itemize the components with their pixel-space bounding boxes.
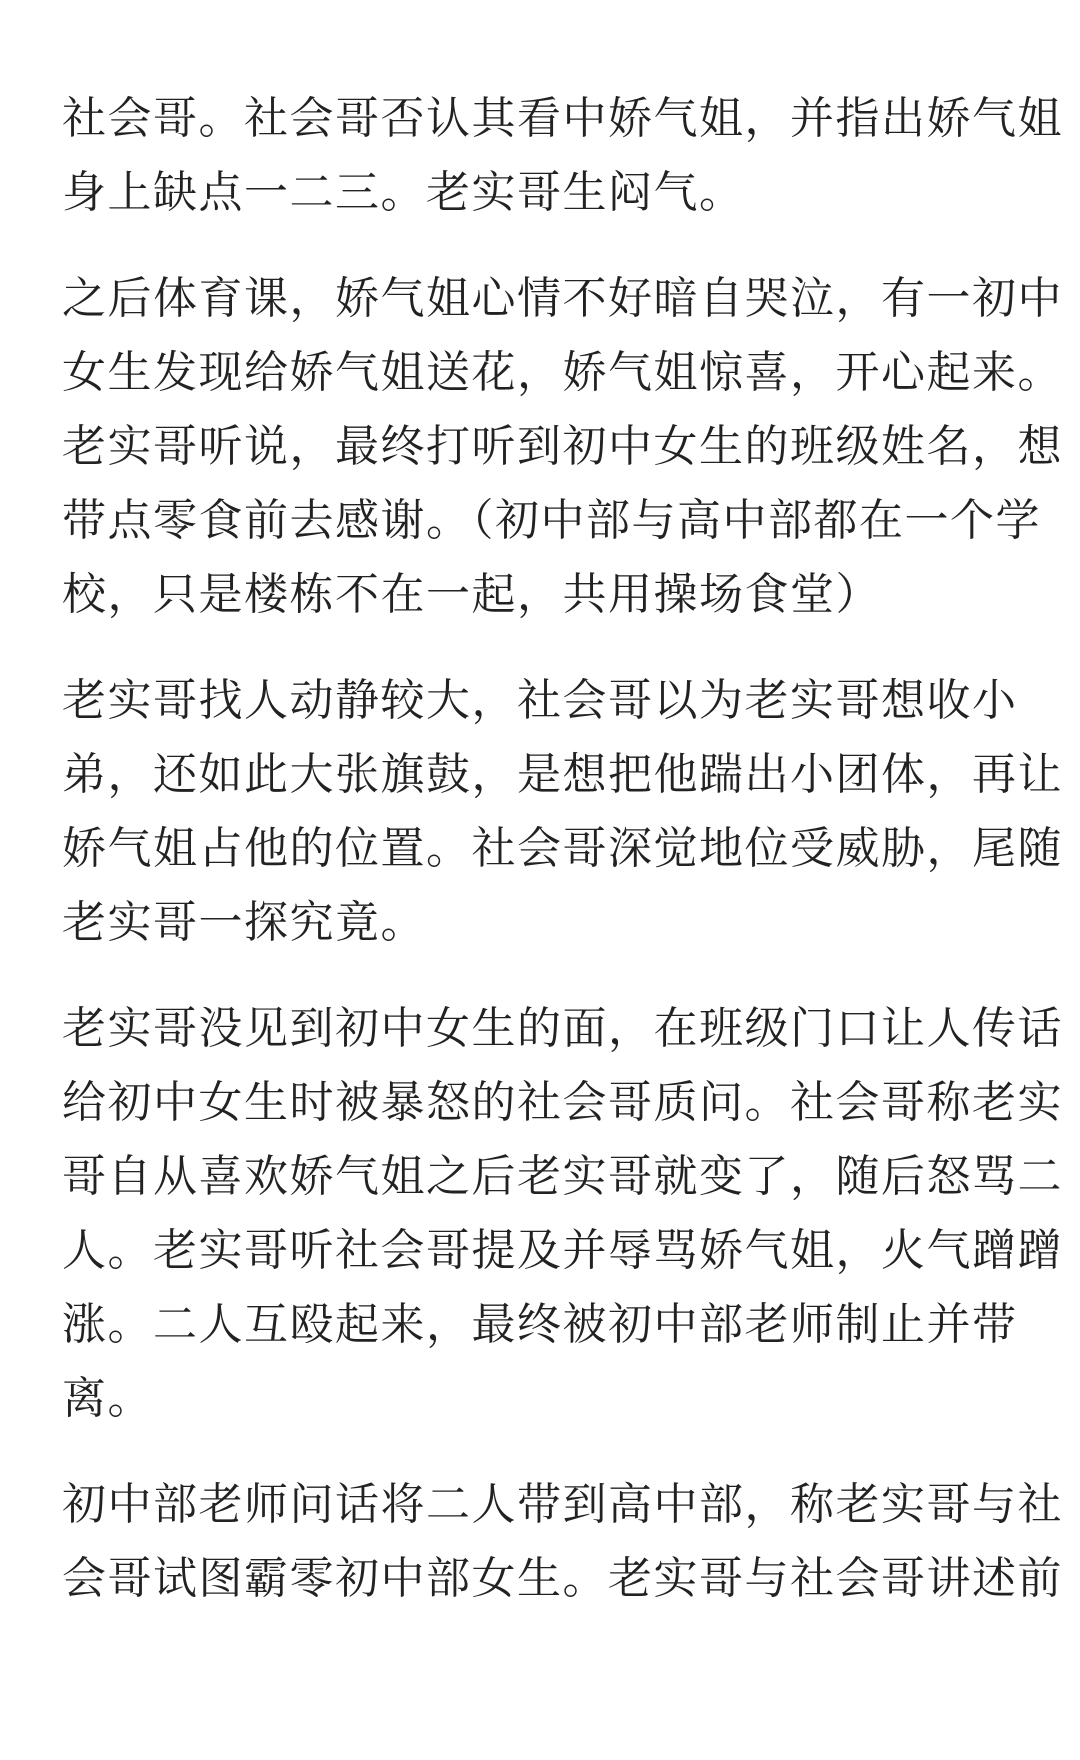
text-line: 会哥试图霸零初中部女生。老实哥与社会哥讲述前 xyxy=(62,1553,1063,1604)
text-line: 人。老实哥听社会哥提及并辱骂娇气姐，火气蹭蹭 xyxy=(62,1225,1063,1276)
text-line: 涨。二人互殴起来，最终被初中部老师制止并带 xyxy=(62,1299,1018,1350)
paragraph-4 xyxy=(62,992,1063,1436)
text-line: 哥自从喜欢娇气姐之后老实哥就变了，随后怒骂二 xyxy=(62,1151,1063,1202)
text-line: 娇气姐占他的位置。社会哥深觉地位受威胁，尾随 xyxy=(62,823,1063,874)
text-line: 之后体育课，娇气姐心情不好暗自哭泣，有一初中 xyxy=(62,273,1063,324)
article-body xyxy=(62,82,1063,1648)
text-line: 离。 xyxy=(62,1373,153,1424)
text-line: 弟，还如此大张旗鼓，是想把他踹出小团体，再让 xyxy=(62,749,1063,800)
text-line: 老实哥一探究竟。 xyxy=(62,897,426,948)
paragraph-2 xyxy=(62,262,1063,632)
text-line: 校，只是楼栋不在一起，共用操场食堂） xyxy=(62,569,881,620)
text-line: 老实哥听说，最终打听到初中女生的班级姓名，想 xyxy=(62,421,1063,472)
paragraph-1 xyxy=(62,82,1063,230)
paragraph-5 xyxy=(62,1468,1063,1616)
text-line: 老实哥找人动静较大，社会哥以为老实哥想收小 xyxy=(62,675,1018,726)
text-line: 社会哥。社会哥否认其看中娇气姐，并指出娇气姐 xyxy=(62,93,1063,144)
paragraph-3 xyxy=(62,664,1063,960)
text-line: 带点零食前去感谢。（初中部与高中部都在一个学 xyxy=(62,495,1041,546)
text-line: 老实哥没见到初中女生的面，在班级门口让人传话 xyxy=(62,1003,1063,1054)
text-line: 女生发现给娇气姐送花，娇气姐惊喜，开心起来。 xyxy=(62,347,1063,398)
text-line: 初中部老师问话将二人带到高中部，称老实哥与社 xyxy=(62,1479,1063,1530)
text-line: 身上缺点一二三。老实哥生闷气。 xyxy=(62,167,745,218)
text-line: 给初中女生时被暴怒的社会哥质问。社会哥称老实 xyxy=(62,1077,1063,1128)
